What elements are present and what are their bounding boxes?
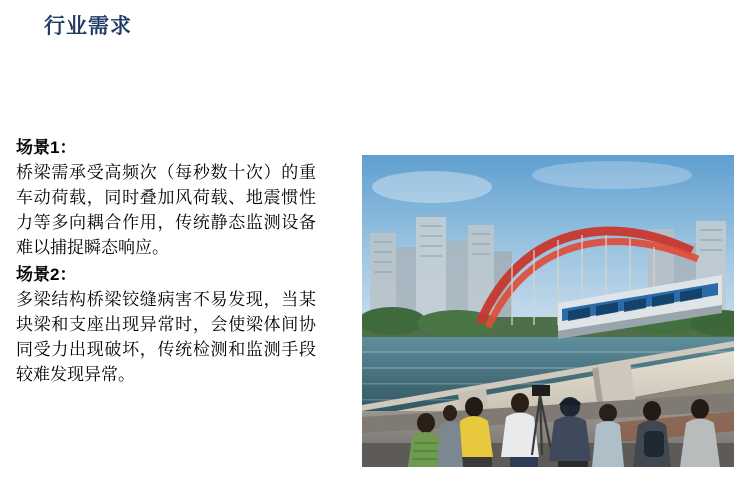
scene-1-body: 桥梁需承受高频次（每秒数十次）的重车动荷载，同时叠加风荷载、地震惯性力等多向耦合作用，传统静态监测设备难以捕捉瞬态响应。: [16, 163, 316, 257]
scene-block-1: [16, 137, 316, 260]
scene-1-heading: 场景1：: [16, 138, 77, 157]
scene-text-column: [16, 137, 316, 391]
scene-block-2: [16, 264, 316, 387]
bridge-inspection-photo: [362, 155, 734, 467]
scene-2-heading: 场景2：: [16, 265, 77, 284]
scene-2-body: 多梁结构桥梁铰缝病害不易发现，当某块梁和支座出现异常时，会使梁体间协同受力出现破坏，传统检测和监测手段较难发现异常。: [16, 290, 316, 384]
page-title: 行业需求: [44, 15, 132, 38]
